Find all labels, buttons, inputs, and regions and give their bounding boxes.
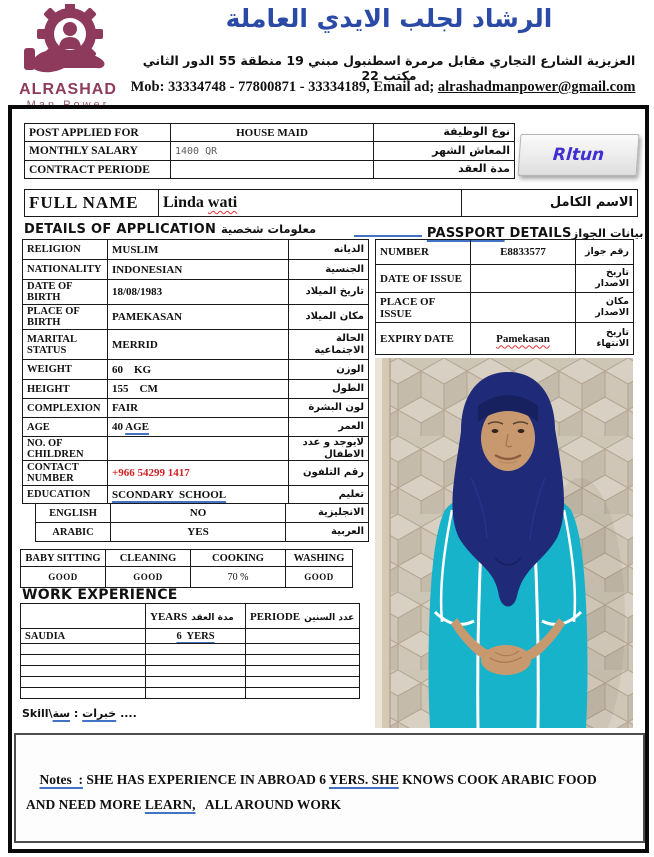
empty-cell — [21, 655, 146, 666]
field-label-ar: تاريخ الميلاد — [289, 280, 369, 305]
field-value-phone: +966 54299 1417 — [108, 461, 289, 486]
skill-header: BABY SITTING — [21, 550, 106, 567]
field-value: 155 CM — [108, 380, 289, 399]
field-value: E8833577 — [471, 240, 576, 265]
application-details-title: DETAILS OF APPLICATION — [24, 222, 217, 237]
full-name-row — [24, 189, 638, 217]
field-label: MARITAL STATUS — [23, 330, 108, 360]
work-col-years — [146, 604, 246, 629]
work-country: SAUDIA — [21, 629, 146, 644]
return-button[interactable]: Rltun — [518, 134, 640, 176]
field-label-ar: مدة العقد — [374, 161, 515, 179]
skill-sep: : — [70, 707, 83, 720]
notes-text: SHE HAS EXPERIENCE IN ABROAD 6 — [83, 771, 329, 787]
field-label: ARABIC — [36, 523, 111, 542]
field-label: EDUCATION — [23, 486, 108, 504]
skill-value: 70 % — [191, 567, 286, 588]
skills-table — [20, 549, 353, 588]
field-label-ar: مكان الاصدار — [576, 293, 634, 323]
empty-cell — [21, 644, 146, 655]
field-label-ar: الانجليزية — [286, 504, 369, 523]
notes-label: Notes : — [39, 771, 83, 787]
skill-fragment: سة — [52, 707, 71, 720]
field-label-ar: الحالة الاجتماعية — [289, 330, 369, 360]
field-label-ar: الطول — [289, 380, 369, 399]
field-label: ENGLISH — [36, 504, 111, 523]
years-label-ar: مدة العقد — [191, 613, 234, 623]
field-label: COMPLEXION — [23, 399, 108, 418]
field-label-ar: العمر — [289, 418, 369, 437]
field-label: PLACE OF ISSUE — [376, 293, 471, 323]
notes-text: KNOWS COOK ARABIC FOOD AND NEED MORE — [26, 771, 607, 813]
periode-label: PERIODE — [250, 611, 301, 623]
empty-cell — [146, 655, 246, 666]
skill-header: CLEANING — [106, 550, 191, 567]
field-value: Pamekasan — [471, 323, 576, 355]
work-periode — [246, 629, 360, 644]
notes-underlined: LEARN, — [144, 797, 196, 813]
field-label-ar: الديانه — [289, 240, 369, 260]
field-label: EXPIRY DATE — [376, 323, 471, 355]
years-label: YEARS — [150, 611, 188, 623]
empty-cell — [146, 677, 246, 688]
field-label: DATE OF BIRTH — [23, 280, 108, 305]
field-label: NO. OF CHILDREN — [23, 437, 108, 461]
field-value: HOUSE MAID — [171, 124, 374, 142]
company-logo — [12, 4, 124, 111]
empty-cell — [21, 666, 146, 677]
empty-cell — [246, 677, 360, 688]
field-label: RELIGION — [23, 240, 108, 260]
field-label-ar: تاريخ الاصدار — [576, 265, 634, 293]
field-value: INDONESIAN — [108, 260, 289, 280]
passport-title-word: PASSPORT — [426, 226, 505, 241]
field-value: MUSLIM — [108, 240, 289, 260]
field-label: CONTRACT PERIODE — [25, 161, 171, 179]
skill-word-ar: خبرات — [82, 707, 117, 720]
empty-cell — [146, 688, 246, 699]
notes-underlined: YERS. SHE — [328, 771, 399, 787]
empty-cell — [21, 677, 146, 688]
age-word: AGE — [125, 421, 149, 433]
empty-cell — [146, 666, 246, 677]
skill-value: GOOD — [286, 567, 353, 588]
field-label-ar: العربية — [286, 523, 369, 542]
application-details-title-ar: معلومات شخصية — [220, 222, 317, 236]
field-label-ar: الجنسية — [289, 260, 369, 280]
field-label-ar: لايوجد و عدد الاطفال — [289, 437, 369, 461]
work-years: 6 YERS — [146, 629, 246, 644]
skill-dots: .... — [116, 707, 137, 720]
field-label: MONTHLY SALARY — [25, 142, 171, 161]
field-value: NO — [111, 504, 286, 523]
field-value: 18/08/1983 — [108, 280, 289, 305]
field-label: HEIGHT — [23, 380, 108, 399]
contact-line — [118, 79, 648, 96]
empty-cell — [246, 644, 360, 655]
empty-cell — [246, 655, 360, 666]
skill-value: GOOD — [21, 567, 106, 588]
details-table — [22, 239, 369, 504]
field-value: FAIR — [108, 399, 289, 418]
passport-title-ar: بيانات الجواز — [571, 226, 644, 240]
empty-cell — [146, 644, 246, 655]
passport-title-rest: DETAILS — [504, 226, 572, 241]
empty-cell — [246, 666, 360, 677]
field-value — [171, 161, 374, 179]
field-label-ar: تاريخ الانتهاء — [576, 323, 634, 355]
field-value — [471, 293, 576, 323]
field-label: CONTACT NUMBER — [23, 461, 108, 486]
field-label-ar: لون البشرة — [289, 399, 369, 418]
empty-cell — [21, 688, 146, 699]
field-label-ar: مكان الميلاد — [289, 305, 369, 330]
last-name: wati — [207, 194, 238, 211]
phone-numbers: Mob: 33334748 - 77800871 - 33334189, Email ad; — [130, 79, 438, 95]
passport-underline — [354, 222, 422, 237]
languages-table — [35, 503, 369, 542]
company-address: العزيزية الشارع التجاري مقابل مرمرة اسطنبول مبني 19 منطقة 55 الدور الثاني مكتب 22 — [142, 53, 636, 83]
field-value — [471, 265, 576, 293]
skill-header: COOKING — [191, 550, 286, 567]
field-value: 1400 QR — [171, 142, 374, 161]
notes-box — [14, 733, 645, 843]
field-value — [108, 437, 289, 461]
field-label-ar: تعليم — [289, 486, 369, 504]
field-label-ar: رقم جواز — [576, 240, 634, 265]
field-label-ar: نوع الوظيفة — [374, 124, 515, 142]
full-name-value — [159, 190, 462, 217]
field-label: AGE — [23, 418, 108, 437]
work-experience-table — [20, 603, 360, 699]
gear-person-hand-icon — [12, 4, 124, 76]
field-label-ar: الوزن — [289, 360, 369, 380]
field-value: MERRID — [108, 330, 289, 360]
skill-header: WASHING — [286, 550, 353, 567]
work-col-country — [21, 604, 146, 629]
periode-label-ar: عدد السنين — [304, 613, 355, 623]
field-label-ar: رقم التلفون — [289, 461, 369, 486]
field-value — [108, 418, 289, 437]
age-number: 40 — [112, 421, 126, 433]
full-name-label-ar: الاسم الكامل — [462, 190, 638, 217]
application-details-heading — [24, 222, 316, 237]
field-label: POST APPLIED FOR — [25, 124, 171, 142]
skill-word: Skill\ — [22, 707, 53, 720]
field-label: NUMBER — [376, 240, 471, 265]
empty-cell — [246, 688, 360, 699]
field-value: PAMEKASAN — [108, 305, 289, 330]
skill-line — [22, 707, 137, 720]
work-experience-heading: WORK EXPERIENCE — [22, 587, 178, 603]
field-label: DATE OF ISSUE — [376, 265, 471, 293]
field-value: YES — [111, 523, 286, 542]
passport-table — [375, 239, 634, 355]
document-title: الرشاد لجلب الايدي العاملة — [225, 4, 553, 33]
field-label: NATIONALITY — [23, 260, 108, 280]
email-link[interactable]: alrashadmanpower@gmail.com — [437, 79, 636, 95]
company-name: ALRASHAD — [19, 81, 117, 98]
notes-text: ALL AROUND WORK — [195, 797, 342, 813]
applicant-photo — [375, 358, 633, 728]
full-name-label: FULL NAME — [25, 190, 159, 217]
skill-value: GOOD — [106, 567, 191, 588]
field-label: WEIGHT — [23, 360, 108, 380]
field-label-ar: المعاش الشهر — [374, 142, 515, 161]
first-name: Linda — [163, 194, 208, 211]
field-value: SCONDARY SCHOOL — [108, 486, 289, 504]
field-label: PLACE OF BIRTH — [23, 305, 108, 330]
job-info-table — [24, 123, 515, 179]
field-value: 60 KG — [108, 360, 289, 380]
form-frame — [8, 105, 649, 853]
work-col-periode — [246, 604, 360, 629]
